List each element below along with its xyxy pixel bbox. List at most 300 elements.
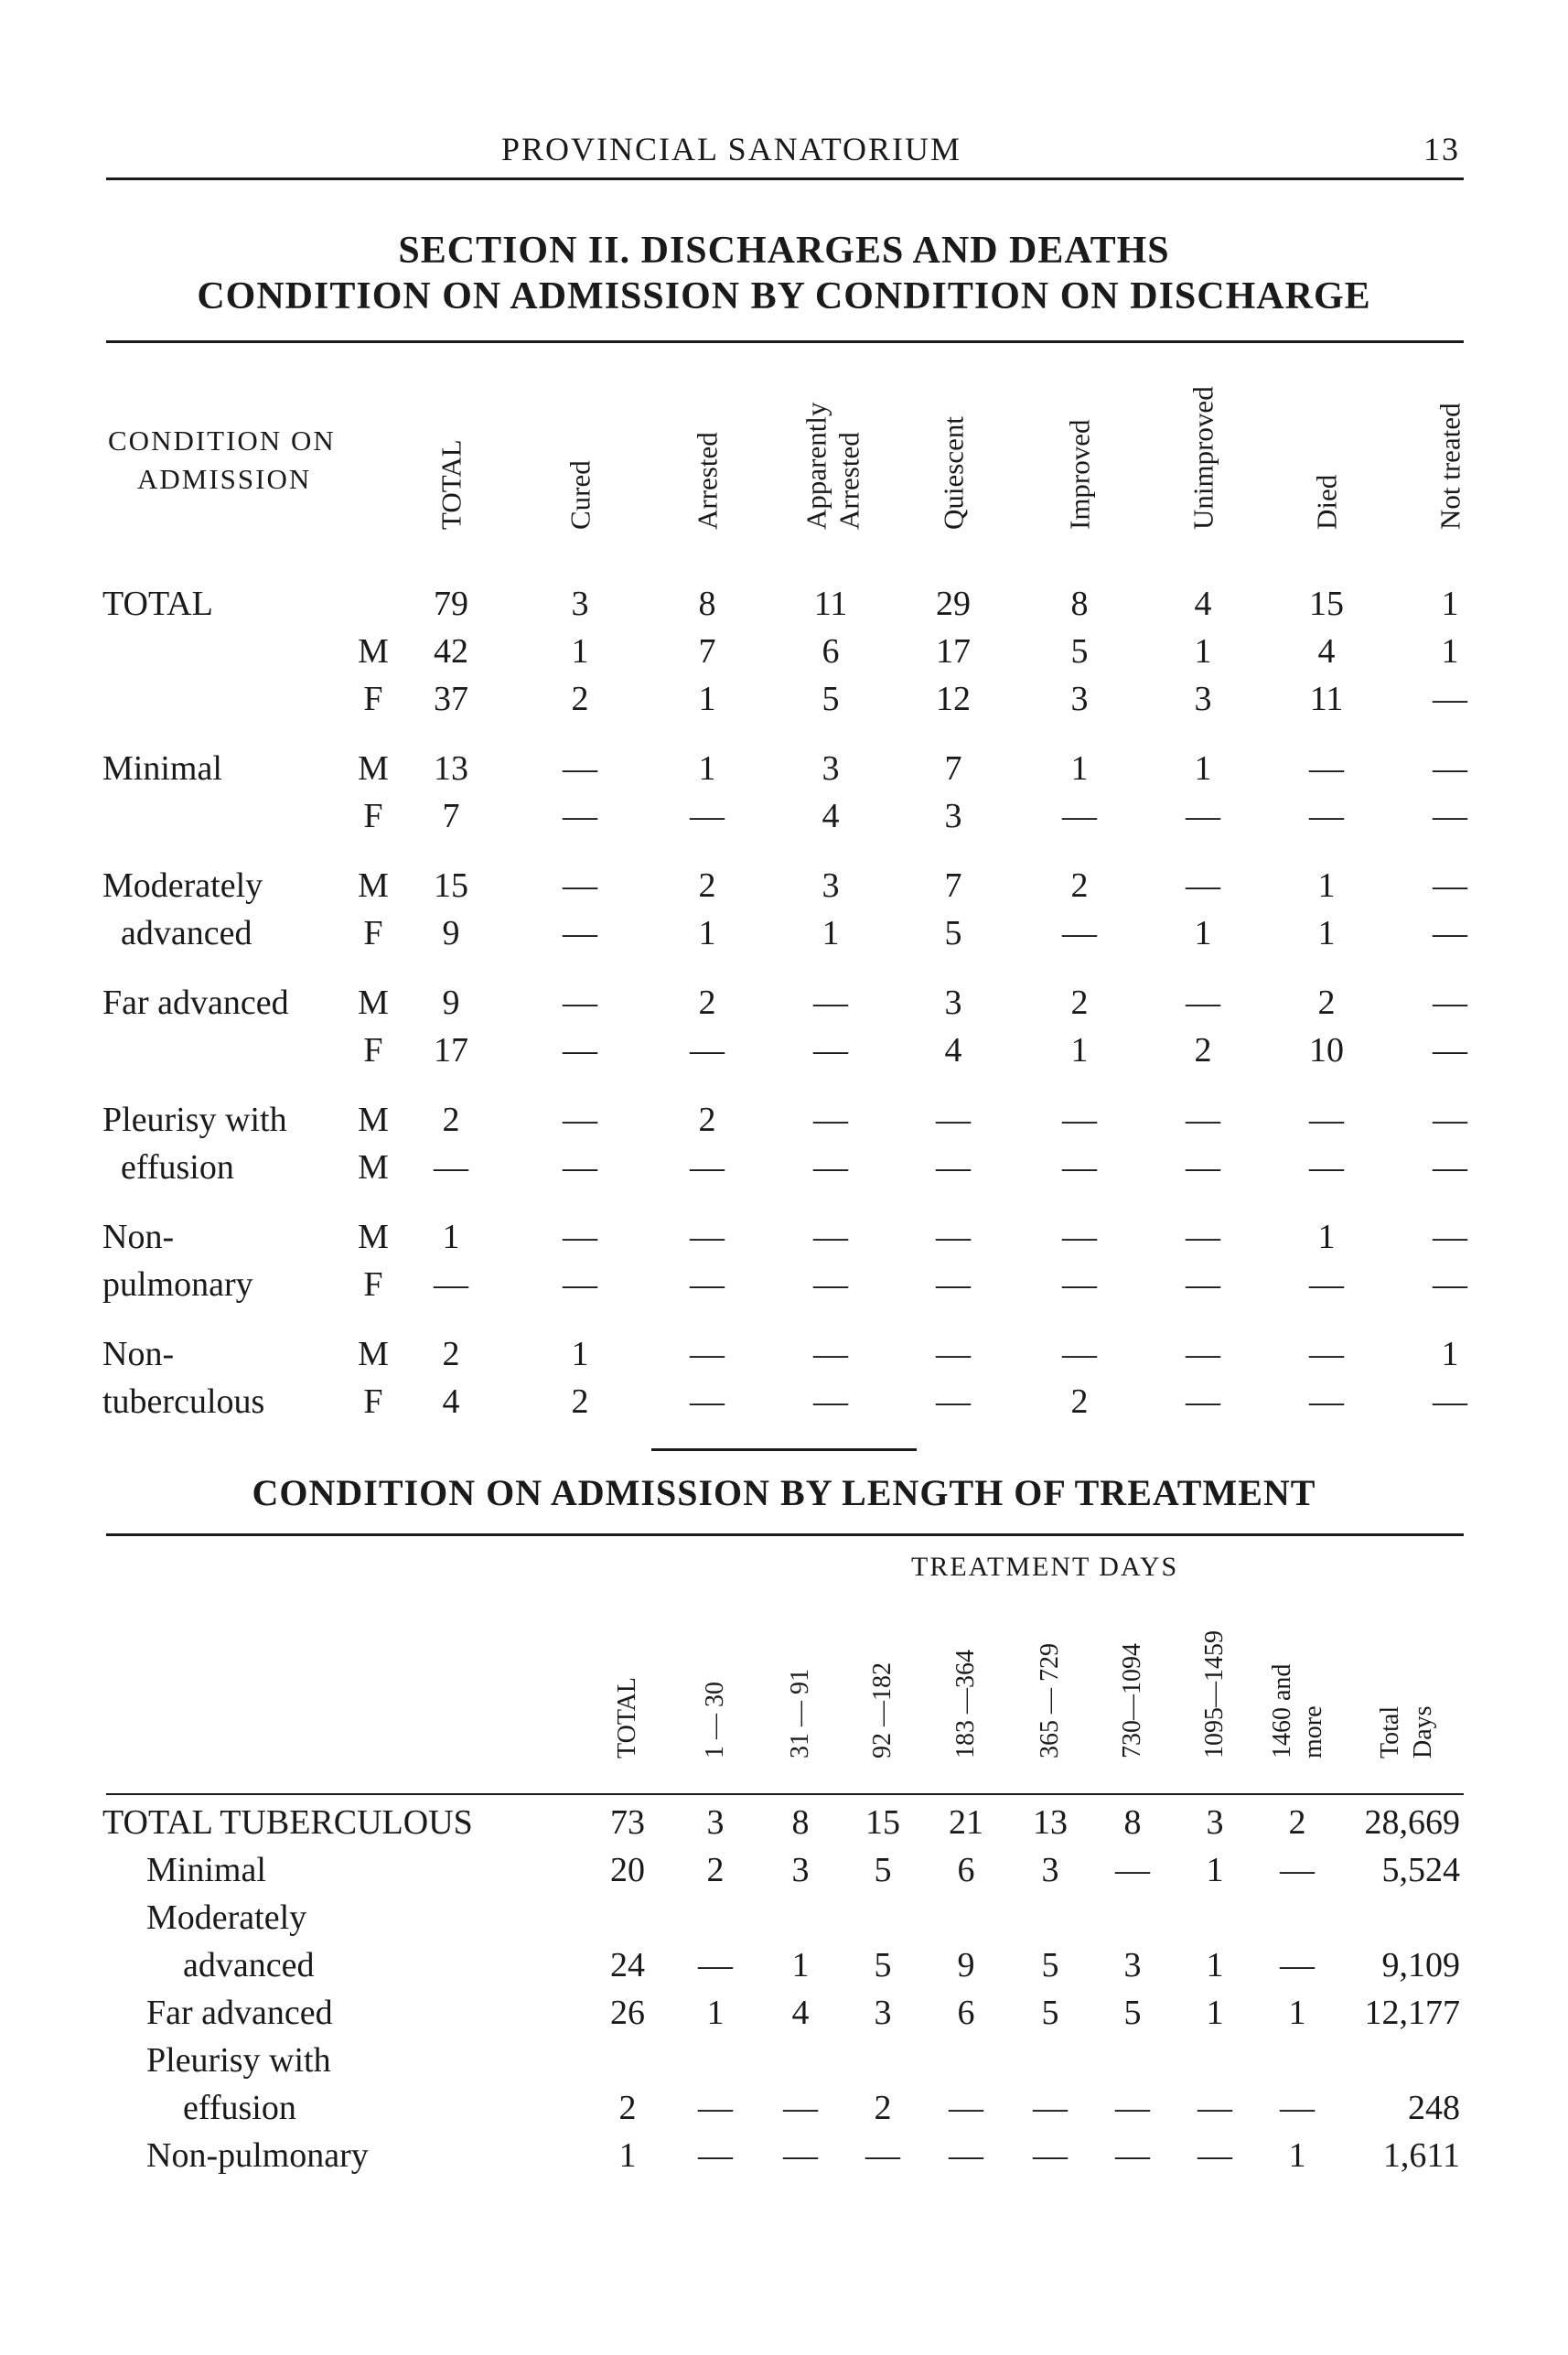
- table-cell: 1: [698, 680, 716, 718]
- row-label: TOTAL TUBERCULOUS: [102, 1803, 473, 1842]
- table-cell: —: [1186, 1218, 1220, 1256]
- table-cell-total-days: 12,177: [1364, 1994, 1460, 2032]
- table-cell: 1: [1441, 632, 1459, 671]
- table-cell: 3: [822, 749, 840, 788]
- column-header-days: [1396, 1510, 1451, 1784]
- table-cell: —: [949, 2136, 983, 2175]
- table-cell: 42: [434, 632, 468, 671]
- table-cell: —: [813, 1265, 848, 1304]
- table-cell: —: [563, 1031, 597, 1070]
- table-cell: 9: [442, 914, 460, 952]
- table-cell: 2: [874, 2089, 892, 2127]
- column-header-text: 1095—1459: [1200, 1630, 1229, 1758]
- table-cell: —: [949, 2089, 983, 2127]
- table-cell: —: [1309, 1382, 1344, 1421]
- table-cell: 3: [1206, 1803, 1224, 1842]
- table1-top-rule: [106, 340, 1464, 343]
- column-header-text: more: [1299, 1705, 1327, 1758]
- table-cell: 2: [571, 680, 589, 718]
- column-header-183-364: [939, 1510, 993, 1784]
- column-header-1095-1459: [1187, 1510, 1242, 1784]
- table-cell: —: [813, 1335, 848, 1373]
- table-cell: —: [1062, 914, 1097, 952]
- column-header-died: [1299, 284, 1354, 558]
- table-cell: —: [1433, 1031, 1467, 1070]
- column-header-arrested: [680, 284, 735, 558]
- row-label: advanced: [183, 1946, 315, 1984]
- row-label: advanced: [121, 914, 252, 952]
- table-cell: 1: [1070, 1031, 1089, 1070]
- table-cell: —: [1062, 1148, 1097, 1187]
- row-label: Non-pulmonary: [146, 2136, 369, 2175]
- row-sex: M: [358, 866, 389, 905]
- table-cell: 15: [865, 1803, 900, 1842]
- table-cell: 17: [434, 1031, 468, 1070]
- table-row: [0, 748, 1568, 796]
- table-cell: —: [1062, 1101, 1097, 1139]
- table-cell-total-days: 9,109: [1381, 1946, 1460, 1984]
- column-header-text: 1 — 30: [701, 1682, 729, 1758]
- column-header-text: 183 —364: [951, 1650, 980, 1758]
- column-header-text: 31 — 91: [786, 1669, 814, 1758]
- table-cell: —: [1186, 1382, 1220, 1421]
- table-cell: 3: [706, 1803, 725, 1842]
- row-sex: M: [358, 749, 389, 788]
- row-sex: F: [363, 797, 383, 835]
- table-cell: 1: [571, 632, 589, 671]
- table-cell: —: [1186, 1148, 1220, 1187]
- table-cell: 5: [874, 1946, 892, 1984]
- table-cell: 4: [944, 1031, 962, 1070]
- table-cell: —: [813, 1218, 848, 1256]
- table-cell: 2: [1070, 1382, 1089, 1421]
- table-cell: 8: [1070, 585, 1089, 623]
- column-header-text: 365 — 729: [1036, 1643, 1064, 1758]
- header-rule: [106, 177, 1464, 180]
- table-cell: 5: [874, 1851, 892, 1889]
- table-cell: 73: [610, 1803, 645, 1842]
- table-cell: 3: [1123, 1946, 1142, 1984]
- table-cell: —: [698, 1946, 733, 1984]
- row-label: effusion: [183, 2089, 296, 2127]
- table-cell: 1: [1194, 749, 1212, 788]
- table2-header-rule: [106, 1793, 1464, 1795]
- table-cell: 3: [791, 1851, 810, 1889]
- row-label: Minimal: [102, 749, 222, 788]
- table-cell: 79: [434, 585, 468, 623]
- table-cell: 5: [1041, 1994, 1059, 2032]
- table-row: [0, 1382, 1568, 1429]
- table-cell: 1: [1441, 1335, 1459, 1373]
- table-row: [0, 1147, 1568, 1195]
- table-cell: —: [1309, 749, 1344, 788]
- table-cell: 20: [610, 1851, 645, 1889]
- row-label: Non-: [102, 1218, 175, 1256]
- column-header-text: 92 —182: [868, 1662, 897, 1758]
- table-row: [0, 796, 1568, 844]
- row-header-line2: ADMISSION: [137, 463, 312, 495]
- table-cell: 7: [944, 866, 962, 905]
- table-cell-total-days: 5,524: [1381, 1851, 1460, 1889]
- column-header-365-729: [1023, 1510, 1078, 1784]
- table-cell: 11: [1309, 680, 1344, 718]
- table-cell: —: [1433, 1382, 1467, 1421]
- column-header-text: Quiescent: [937, 416, 970, 530]
- table-cell: 15: [1309, 585, 1344, 623]
- table-cell: —: [434, 1265, 468, 1304]
- table-cell: —: [1033, 2089, 1068, 2127]
- table-cell: —: [813, 1031, 848, 1070]
- table-cell: —: [813, 1382, 848, 1421]
- table-cell: —: [690, 1382, 725, 1421]
- table-row: [0, 1264, 1568, 1312]
- row-sex: M: [358, 1148, 389, 1187]
- table-row: [0, 584, 1568, 631]
- column-header-text: TOTAL: [613, 1676, 641, 1758]
- table-cell: 5: [822, 680, 840, 718]
- row-header-line1: CONDITION ON: [108, 425, 336, 457]
- table-cell: —: [936, 1101, 971, 1139]
- table-cell: —: [1433, 797, 1467, 835]
- treatment-days-header: TREATMENT DAYS: [911, 1552, 1179, 1582]
- table-cell: —: [1309, 797, 1344, 835]
- table-cell: 1: [698, 749, 716, 788]
- table-row: [0, 679, 1568, 726]
- table-row: [0, 1802, 1568, 1850]
- running-title: PROVINCIAL SANATORIUM: [501, 131, 962, 167]
- column-header-text: Died: [1310, 474, 1343, 530]
- table-cell: 6: [957, 1994, 975, 2032]
- table-cell: —: [936, 1148, 971, 1187]
- table-cell: 2: [571, 1382, 589, 1421]
- table-row: [0, 913, 1568, 961]
- table-cell: 11: [813, 585, 848, 623]
- table-cell: —: [1433, 1265, 1467, 1304]
- table-cell: —: [936, 1335, 971, 1373]
- table-cell: 17: [936, 632, 971, 671]
- row-label: Far advanced: [102, 984, 289, 1022]
- table-cell: 1: [618, 2136, 637, 2175]
- table-row: [0, 1030, 1568, 1078]
- column-header-unimproved: [1176, 284, 1230, 558]
- table-cell: 1: [1206, 1994, 1224, 2032]
- table-row: [0, 1100, 1568, 1147]
- table-cell: —: [1062, 1218, 1097, 1256]
- table-cell: —: [563, 1265, 597, 1304]
- table-cell: 1: [1206, 1946, 1224, 1984]
- section-subtitle: CONDITION ON ADMISSION BY CONDITION ON DISCHARGE: [197, 275, 1371, 317]
- table-cell: 5: [1070, 632, 1089, 671]
- table-cell: —: [1433, 866, 1467, 905]
- row-sex: M: [358, 1335, 389, 1373]
- table-cell: —: [1186, 866, 1220, 905]
- column-header-92-182: [855, 1510, 910, 1784]
- table-cell: —: [690, 1148, 725, 1187]
- column-header-improved: [1052, 284, 1107, 558]
- table-cell: —: [783, 2136, 818, 2175]
- table-cell: —: [563, 984, 597, 1022]
- table-cell: 15: [434, 866, 468, 905]
- table-cell: 9: [442, 984, 460, 1022]
- table-cell: —: [936, 1265, 971, 1304]
- table-cell: 5: [944, 914, 962, 952]
- column-header-quiescent: [926, 284, 981, 558]
- row-sex: F: [363, 1265, 383, 1304]
- table-cell: 1: [571, 1335, 589, 1373]
- column-header-1-30: [688, 1510, 743, 1784]
- table-cell: —: [936, 1218, 971, 1256]
- table-cell: —: [1280, 1851, 1315, 1889]
- column-header-730-1094: [1105, 1510, 1160, 1784]
- table-row: [0, 631, 1568, 679]
- table-cell-total-days: 1,611: [1382, 2136, 1460, 2175]
- table-cell: 1: [706, 1994, 725, 2032]
- page-number: 13: [1423, 131, 1460, 167]
- row-label: Non-: [102, 1335, 175, 1373]
- row-label: tuberculous: [102, 1382, 265, 1421]
- table-cell: —: [563, 1218, 597, 1256]
- table-cell: 1: [1194, 632, 1212, 671]
- table-cell: —: [1062, 797, 1097, 835]
- table-cell: 6: [822, 632, 840, 671]
- column-header-total: [600, 1510, 655, 1784]
- table-cell: —: [1062, 1265, 1097, 1304]
- table-cell: —: [1309, 1101, 1344, 1139]
- column-header-text: Arrested: [832, 432, 865, 530]
- table-cell: —: [563, 914, 597, 952]
- table-cell: 37: [434, 680, 468, 718]
- table-cell: 1: [1317, 1218, 1336, 1256]
- table-cell: 13: [434, 749, 468, 788]
- table-cell: —: [1115, 1851, 1150, 1889]
- row-sex: F: [363, 914, 383, 952]
- row-sex: M: [358, 1218, 389, 1256]
- table-row: [0, 2088, 1568, 2135]
- table-cell: 1: [1441, 585, 1459, 623]
- table-row: [0, 866, 1568, 913]
- table-cell: 8: [698, 585, 716, 623]
- table-cell: 2: [1194, 1031, 1212, 1070]
- column-header-text: 1460 and: [1268, 1663, 1296, 1758]
- table-cell: —: [1186, 984, 1220, 1022]
- row-label: Far advanced: [146, 1994, 333, 2032]
- table-cell: —: [563, 1148, 597, 1187]
- column-header-arrested: [822, 284, 876, 558]
- row-sex: F: [363, 1031, 383, 1070]
- table-cell: —: [783, 2089, 818, 2127]
- table-cell: 29: [936, 585, 971, 623]
- table-cell: —: [698, 2089, 733, 2127]
- table-cell: —: [1433, 749, 1467, 788]
- table-cell: 2: [698, 984, 716, 1022]
- table-cell: —: [1062, 1335, 1097, 1373]
- table-cell: —: [1433, 1101, 1467, 1139]
- column-header-text: Total: [1376, 1705, 1404, 1758]
- row-label: TOTAL: [102, 585, 213, 623]
- table-cell: —: [1186, 797, 1220, 835]
- section-title: SECTION II. DISCHARGES AND DEATHS: [398, 230, 1170, 272]
- row-label: Pleurisy with: [102, 1101, 287, 1139]
- column-header-not-treated: [1423, 284, 1477, 558]
- row-sex: M: [358, 1101, 389, 1139]
- table-cell: —: [1309, 1148, 1344, 1187]
- table-cell: —: [690, 1218, 725, 1256]
- table-cell: 2: [1288, 1803, 1306, 1842]
- table-cell: —: [434, 1148, 468, 1187]
- table-row: [0, 1334, 1568, 1382]
- table-cell: 1: [1194, 914, 1212, 952]
- section2-title: CONDITION ON ADMISSION BY LENGTH OF TREATMENT: [252, 1472, 1316, 1513]
- table-cell: —: [563, 749, 597, 788]
- table-cell: 10: [1309, 1031, 1344, 1070]
- table-cell: 8: [1123, 1803, 1142, 1842]
- table-cell: 9: [957, 1946, 975, 1984]
- table-cell: 24: [610, 1946, 645, 1984]
- table-cell: 1: [1317, 914, 1336, 952]
- table-cell: 1: [1206, 1851, 1224, 1889]
- table-cell: 1: [1288, 1994, 1306, 2032]
- table-cell: 13: [1033, 1803, 1068, 1842]
- table-cell: —: [1433, 984, 1467, 1022]
- table-cell: 4: [1317, 632, 1336, 671]
- table-cell: —: [690, 1335, 725, 1373]
- table-cell: 2: [442, 1101, 460, 1139]
- row-sex: F: [363, 1382, 383, 1421]
- table-cell: —: [865, 2136, 900, 2175]
- table-cell: 6: [957, 1851, 975, 1889]
- table-cell: —: [813, 1101, 848, 1139]
- table-cell: 4: [1194, 585, 1212, 623]
- column-header-text: Apparently: [800, 402, 832, 530]
- table-cell: 2: [1070, 984, 1089, 1022]
- table-row: [0, 1850, 1568, 1898]
- table-cell: —: [1186, 1335, 1220, 1373]
- table-cell: 1: [822, 914, 840, 952]
- column-header-text: TOTAL: [435, 439, 467, 530]
- table-cell: 2: [1317, 984, 1336, 1022]
- table-cell: 3: [874, 1994, 892, 2032]
- table-cell: —: [1033, 2136, 1068, 2175]
- table-cell: —: [1433, 1218, 1467, 1256]
- table-cell: —: [813, 1148, 848, 1187]
- table-cell: —: [1186, 1265, 1220, 1304]
- row-label: pulmonary: [102, 1265, 253, 1304]
- table-cell: 1: [791, 1946, 810, 1984]
- table-row: [0, 2040, 1568, 2088]
- table-cell: —: [563, 866, 597, 905]
- table-cell: 26: [610, 1994, 645, 2032]
- table-cell: —: [690, 797, 725, 835]
- table-row: [0, 1945, 1568, 1993]
- table-cell: 3: [1194, 680, 1212, 718]
- table-row: [0, 983, 1568, 1030]
- table-cell: 1: [698, 914, 716, 952]
- table-cell: 1: [1317, 866, 1336, 905]
- table-cell: 4: [442, 1382, 460, 1421]
- column-header-text: Improved: [1063, 419, 1096, 530]
- table-cell: —: [563, 797, 597, 835]
- table-cell-total-days: 248: [1408, 2089, 1460, 2127]
- table-cell-total-days: 28,669: [1364, 1803, 1460, 1842]
- table-cell: 4: [791, 1994, 810, 2032]
- table-cell: —: [698, 2136, 733, 2175]
- table-cell: —: [1197, 2136, 1232, 2175]
- table-cell: 7: [944, 749, 962, 788]
- table-cell: 3: [1041, 1851, 1059, 1889]
- table-cell: —: [1186, 1101, 1220, 1139]
- row-label: effusion: [121, 1148, 234, 1187]
- table-cell: 5: [1041, 1946, 1059, 1984]
- table-cell: —: [690, 1031, 725, 1070]
- table-cell: 2: [442, 1335, 460, 1373]
- table-cell: —: [936, 1382, 971, 1421]
- row-sex: F: [363, 680, 383, 718]
- table-cell: —: [813, 984, 848, 1022]
- table-cell: —: [1309, 1265, 1344, 1304]
- table-cell: —: [1280, 1946, 1315, 1984]
- row-label: Minimal: [146, 1851, 266, 1889]
- table-cell: 7: [698, 632, 716, 671]
- row-sex: M: [358, 632, 389, 671]
- table-cell: —: [1197, 2089, 1232, 2127]
- row-label: Pleurisy with: [146, 2041, 331, 2080]
- table-cell: —: [1280, 2089, 1315, 2127]
- table-row: [0, 1217, 1568, 1264]
- column-header-text: 730—1094: [1118, 1643, 1146, 1758]
- table-cell: —: [690, 1265, 725, 1304]
- column-header-text: Arrested: [691, 432, 724, 530]
- table-cell: —: [1115, 2089, 1150, 2127]
- column-header-cured: [553, 284, 607, 558]
- table-cell: 3: [822, 866, 840, 905]
- table-cell: 8: [791, 1803, 810, 1842]
- table-cell: 1: [442, 1218, 460, 1256]
- table-cell: 1: [1288, 2136, 1306, 2175]
- table-cell: —: [1309, 1335, 1344, 1373]
- column-header-31-91: [773, 1510, 828, 1784]
- table-cell: 2: [698, 1101, 716, 1139]
- column-header-text: Days: [1409, 1705, 1437, 1758]
- table-cell: —: [1433, 680, 1467, 718]
- table-cell: 2: [706, 1851, 725, 1889]
- table-cell: 5: [1123, 1994, 1142, 2032]
- table-row: [0, 2135, 1568, 2183]
- table-cell: 7: [442, 797, 460, 835]
- table-cell: 2: [698, 866, 716, 905]
- column-header-total: [424, 284, 478, 558]
- column-header-text: Cured: [564, 460, 596, 530]
- table-cell: —: [563, 1101, 597, 1139]
- column-header-text: Not treated: [1434, 403, 1466, 530]
- table-cell: 3: [571, 585, 589, 623]
- table-row: [0, 1898, 1568, 1945]
- section-separator: [651, 1448, 917, 1451]
- table-cell: 1: [1070, 749, 1089, 788]
- table-cell: 3: [1070, 680, 1089, 718]
- table-cell: —: [1433, 1148, 1467, 1187]
- row-label: Moderately: [146, 1898, 307, 1937]
- table-cell: —: [1433, 914, 1467, 952]
- row-sex: M: [358, 984, 389, 1022]
- table-cell: —: [1115, 2136, 1150, 2175]
- column-header-text: Unimproved: [1187, 386, 1219, 530]
- table-row: [0, 1993, 1568, 2040]
- table-cell: 2: [1070, 866, 1089, 905]
- row-label: Moderately: [102, 866, 263, 905]
- table-cell: 2: [618, 2089, 637, 2127]
- table-cell: 12: [936, 680, 971, 718]
- table-cell: 4: [822, 797, 840, 835]
